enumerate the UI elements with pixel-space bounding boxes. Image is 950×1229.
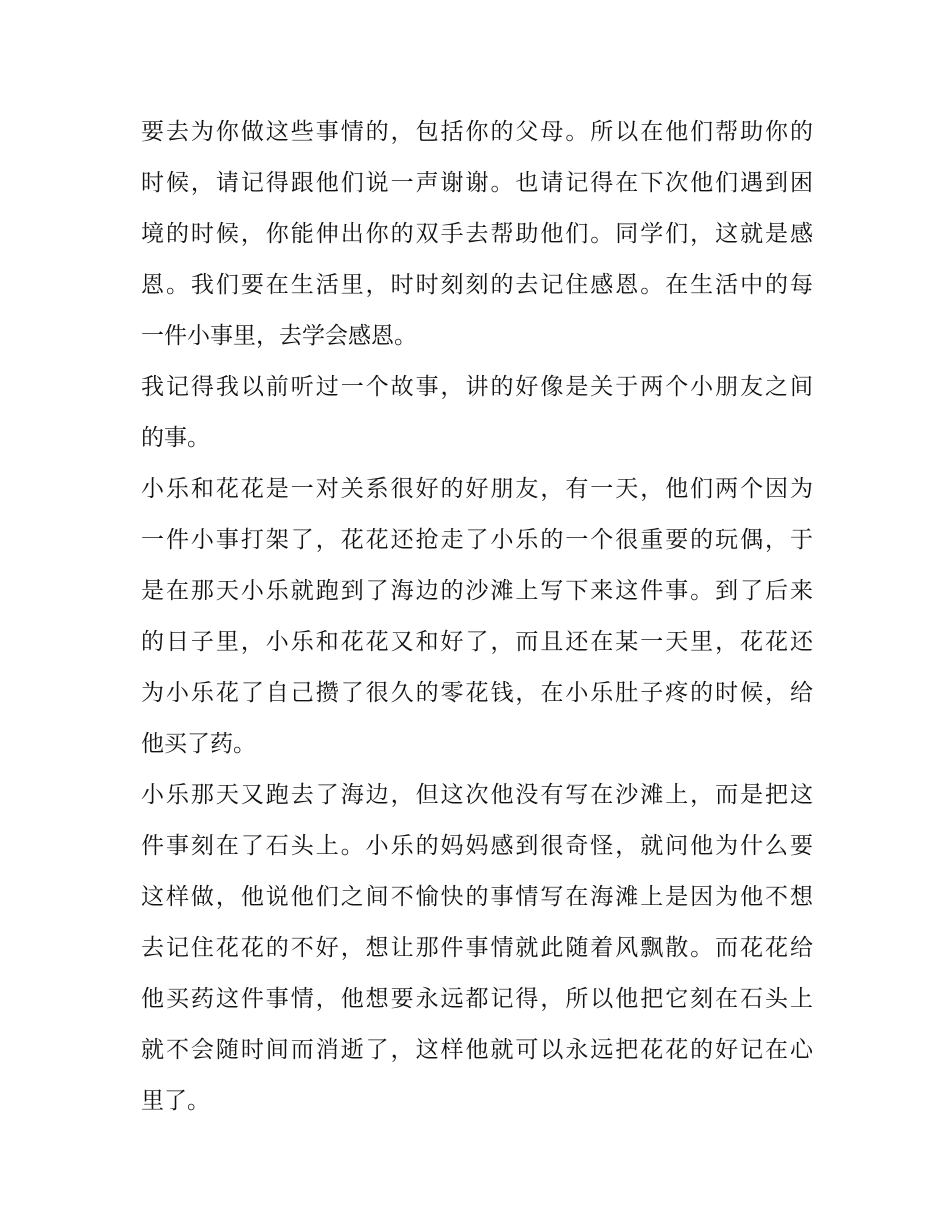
text-line: 为小乐花了自己攒了很久的零花钱，在小乐肚子疼的时候，给 bbox=[141, 680, 813, 706]
text-line: 件事刻在了石头上。小乐的妈妈感到很奇怪，就问他为什么要 bbox=[141, 833, 813, 859]
text-line: 时候，请记得跟他们说一声谢谢。也请记得在下次他们遇到困 bbox=[141, 170, 813, 196]
document-body bbox=[141, 107, 813, 1127]
paragraph-4 bbox=[141, 770, 813, 1127]
text-line: 一件小事打架了，花花还抢走了小乐的一个很重要的玩偶，于 bbox=[141, 527, 813, 553]
text-line: 恩。我们要在生活里，时时刻刻的去记住感恩。在生活中的每 bbox=[141, 272, 813, 298]
text-line: 要去为你做这些事情的，包括你的父母。所以在他们帮助你的 bbox=[141, 119, 813, 145]
text-line: 小乐和花花是一对关系很好的好朋友，有一天，他们两个因为 bbox=[141, 476, 813, 502]
text-line: 里了。 bbox=[141, 1088, 210, 1114]
text-line: 他买了药。 bbox=[141, 731, 256, 757]
text-line: 是在那天小乐就跑到了海边的沙滩上写下来这件事。到了后来 bbox=[141, 578, 813, 604]
text-line: 小乐那天又跑去了海边，但这次他没有写在沙滩上，而是把这 bbox=[141, 782, 813, 808]
paragraph-2 bbox=[141, 362, 813, 464]
text-line: 境的时候，你能伸出你的双手去帮助他们。同学们，这就是感 bbox=[141, 221, 813, 247]
text-line: 一件小事里，去学会感恩。 bbox=[141, 323, 417, 349]
text-line: 这样做，他说他们之间不愉快的事情写在海滩上是因为他不想 bbox=[141, 884, 813, 910]
text-line: 的日子里，小乐和花花又和好了，而且还在某一天里，花花还 bbox=[141, 629, 813, 655]
text-line: 的事。 bbox=[141, 425, 210, 451]
text-line: 他买药这件事情，他想要永远都记得，所以他把它刻在石头上 bbox=[141, 986, 813, 1012]
text-line: 我记得我以前听过一个故事，讲的好像是关于两个小朋友之间 bbox=[141, 374, 813, 400]
paragraph-3 bbox=[141, 464, 813, 770]
text-line: 就不会随时间而消逝了，这样他就可以永远把花花的好记在心 bbox=[141, 1037, 813, 1063]
paragraph-1 bbox=[141, 107, 813, 362]
text-line: 去记住花花的不好，想让那件事情就此随着风飘散。而花花给 bbox=[141, 935, 813, 961]
